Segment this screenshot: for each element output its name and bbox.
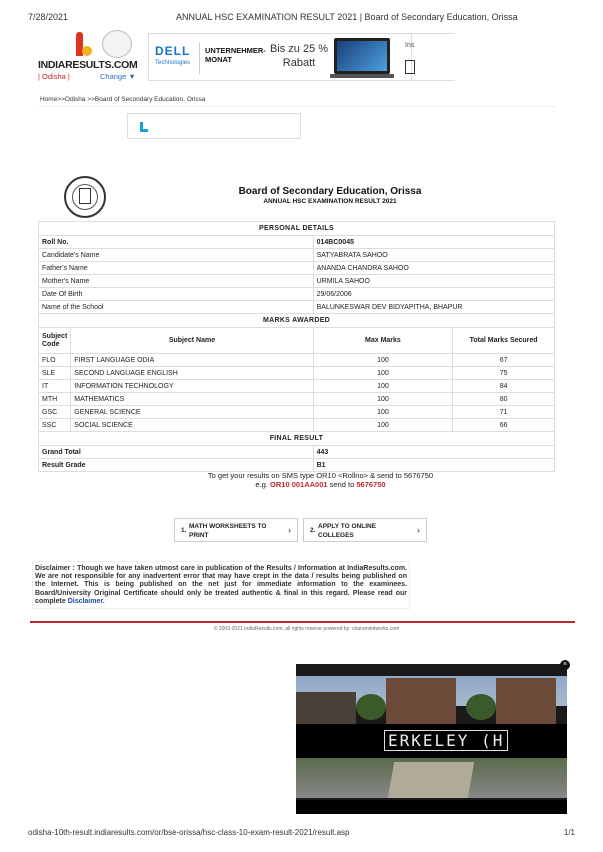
breadcrumb-divider <box>38 106 556 107</box>
table-row <box>39 367 555 380</box>
laptop-image <box>334 38 390 74</box>
state-selector <box>38 72 138 81</box>
ad-promo <box>269 42 329 70</box>
sms-eg-number: 5676750 <box>356 480 386 489</box>
chevron-right-icon: › <box>288 525 291 535</box>
table-row <box>39 380 555 393</box>
sms-eg-prefix: e.g. <box>255 480 268 489</box>
max-marks: 100 <box>313 367 453 380</box>
video-caption: ERKELEY (H <box>384 730 508 751</box>
state-label: | Odisha | <box>38 72 70 81</box>
link-number: 2. <box>310 527 316 534</box>
odisha-map-icon <box>102 30 132 58</box>
subject-name: SECOND LANGUAGE ENGLISH <box>71 367 313 380</box>
subject-code: IT <box>39 380 71 393</box>
table-row <box>39 419 555 432</box>
marks-secured: 84 <box>453 380 555 393</box>
personal-details-heading: PERSONAL DETAILS <box>39 222 555 236</box>
site-logo[interactable] <box>38 30 138 85</box>
table-row <box>39 406 555 419</box>
result-table <box>38 221 555 472</box>
print-footer <box>28 828 575 840</box>
ad-side-panel[interactable] <box>405 33 455 81</box>
max-marks: 100 <box>313 419 453 432</box>
chevron-right-icon: › <box>417 525 420 535</box>
ad-slogan: UNTERNEHMER-MONAT <box>205 46 266 64</box>
disclaimer-link[interactable]: Disclaimer. <box>67 597 105 605</box>
ad-side-box <box>405 60 415 74</box>
result-grade-label: Result Grade <box>39 459 314 472</box>
table-row <box>39 446 555 459</box>
col-max-marks: Max Marks <box>313 328 453 354</box>
sms-instruction: To get your results on SMS type OR10 <Rollno> & send to 5676750 <box>207 471 434 480</box>
board-title: Board of Secondary Education, Orissa <box>238 186 422 197</box>
ad-brand: DELL <box>155 44 191 58</box>
max-marks: 100 <box>313 380 453 393</box>
grand-total-value: 443 <box>313 446 554 459</box>
subject-name: INFORMATION TECHNOLOGY <box>71 380 313 393</box>
ad-brand-sub: Technologies <box>155 60 191 66</box>
marks-heading: MARKS AWARDED <box>39 314 555 328</box>
table-row <box>39 354 555 367</box>
dob-label: Date Of Birth <box>39 288 314 301</box>
link-label: APPLY TO ONLINE COLLEGES <box>318 523 377 539</box>
dob-value: 29/06/2006 <box>313 288 554 301</box>
roll-value: 014BC0045 <box>313 236 554 249</box>
table-row <box>39 459 555 472</box>
marks-secured: 80 <box>453 393 555 406</box>
logo-text: INDIARESULTS.COM <box>38 59 138 71</box>
copyright-note: © 2003-2021 IndiaResults.com, all rights reserve powered by: charumindworks.com <box>213 626 400 632</box>
video-player[interactable] <box>296 664 567 814</box>
col-subject-code: Subject Code <box>39 328 71 354</box>
sms-eg-code: OR10 001AA001 <box>270 480 328 489</box>
subject-name: SOCIAL SCIENCE <box>71 419 313 432</box>
ad-placeholder-icon <box>140 122 148 132</box>
close-icon[interactable]: × <box>560 660 570 670</box>
table-row <box>39 236 555 249</box>
advertisement-banner[interactable] <box>148 33 415 81</box>
subject-code: FLO <box>39 354 71 367</box>
print-header <box>28 12 575 24</box>
table-row <box>39 249 555 262</box>
table-row <box>39 301 555 314</box>
ad-promo-line1: Bis zu 25 % <box>269 43 329 55</box>
mother-name-value: URMILA SAHOO <box>313 275 554 288</box>
change-state-link[interactable]: Change ▼ <box>100 72 136 81</box>
print-date: 7/28/2021 <box>28 12 69 22</box>
table-row <box>39 275 555 288</box>
marks-secured: 71 <box>453 406 555 419</box>
ad-divider <box>199 42 200 74</box>
sms-example <box>0 480 603 489</box>
subject-name: FIRST LANGUAGE ODIA <box>71 354 313 367</box>
link-label: MATH WORKSHEETS TO PRINT <box>189 523 267 539</box>
result-grade-value: B1 <box>313 459 554 472</box>
father-name-value: ANANDA CHANDRA SAHOO <box>313 262 554 275</box>
subject-code: GSC <box>39 406 71 419</box>
subject-code: SLE <box>39 367 71 380</box>
subject-name: GENERAL SCIENCE <box>71 406 313 419</box>
col-total-secured: Total Marks Secured <box>453 328 555 354</box>
page-number: 1/1 <box>563 828 575 837</box>
final-result-heading: FINAL RESULT <box>39 432 555 446</box>
max-marks: 100 <box>313 393 453 406</box>
father-name-label: Father's Name <box>39 262 314 275</box>
print-title: ANNUAL HSC EXAMINATION RESULT 2021 | Board of Secondary Education, Orissa <box>176 12 518 22</box>
max-marks: 100 <box>313 406 453 419</box>
sms-eg-mid: send to <box>329 480 355 489</box>
board-seal-icon <box>64 176 106 218</box>
candidate-name-label: Candidate's Name <box>39 249 314 262</box>
video-control-bar[interactable] <box>296 800 567 814</box>
marks-secured: 75 <box>453 367 555 380</box>
ad-promo-line2: Rabatt <box>282 57 316 69</box>
school-value: BALUNKESWAR DEV BIDYAPITHA, BHAPUR <box>313 301 554 314</box>
school-label: Name of the School <box>39 301 314 314</box>
subject-code: SSC <box>39 419 71 432</box>
candidate-name-value: SATYABRATA SAHOO <box>313 249 554 262</box>
page-url: odisha-10th-result.indiaresults.com/or/bse-orissa/hsc-class-10-exam-result-2021/result.asp <box>28 828 350 837</box>
disclaimer-text: Disclaimer : Though we have taken utmost care in publication of the Results / Information at IndiaResults.com. We are not responsible for any inadvertent error that may have crept in the data / results being published on the Internet. This is being published on the net just for immediate information to the examinees. Board/University Original Certificate should only be treated authentic & final in this regard. Please read our complete <box>35 565 407 605</box>
roll-label: Roll No. <box>39 236 314 249</box>
subject-code: MTH <box>39 393 71 406</box>
col-subject-name: Subject Name <box>71 328 313 354</box>
marks-header-row <box>39 328 555 354</box>
subject-name: MATHEMATICS <box>71 393 313 406</box>
marks-secured: 67 <box>453 354 555 367</box>
link-math-worksheets[interactable] <box>174 518 298 542</box>
max-marks: 100 <box>313 354 453 367</box>
board-subtitle: ANNUAL HSC EXAMINATION RESULT 2021 <box>263 198 397 205</box>
footer-divider <box>30 621 575 623</box>
breadcrumb[interactable]: Home>>Odisha >>Board of Secondary Education, Orissa <box>40 96 206 103</box>
table-row <box>39 393 555 406</box>
table-row <box>39 288 555 301</box>
grand-total-label: Grand Total <box>39 446 314 459</box>
disclaimer <box>32 561 410 609</box>
table-row <box>39 262 555 275</box>
mother-name-label: Mother's Name <box>39 275 314 288</box>
small-ad-slot[interactable] <box>127 113 301 139</box>
ad-side-text: Ins <box>405 42 415 49</box>
link-number: 1. <box>181 527 187 534</box>
logo-mark-icon <box>74 32 92 58</box>
marks-secured: 66 <box>453 419 555 432</box>
link-online-colleges[interactable] <box>303 518 427 542</box>
